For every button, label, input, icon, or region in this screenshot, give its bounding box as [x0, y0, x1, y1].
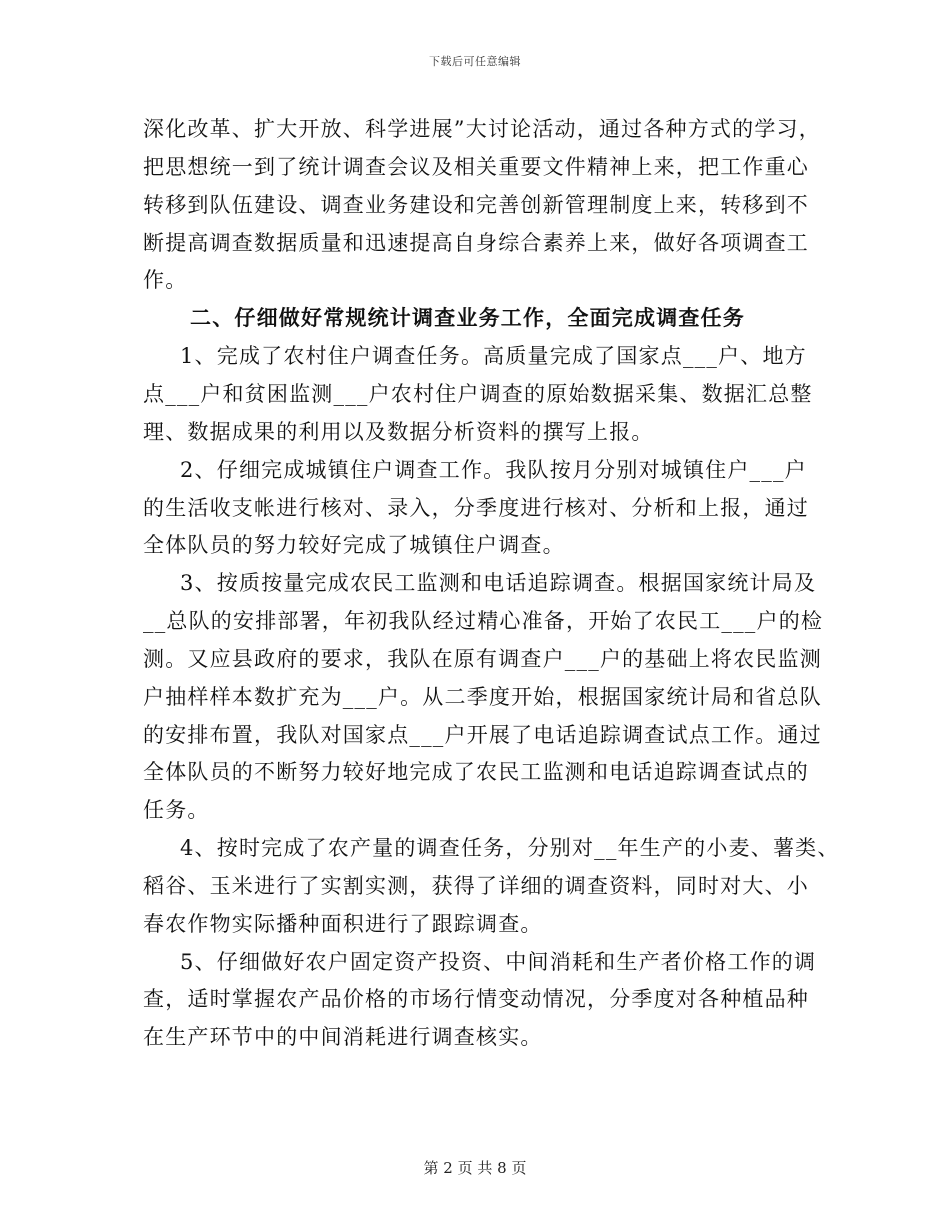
text-line: 理、数据成果的利用以及数据分析资料的撰写上报。 — [143, 420, 654, 444]
text-line: 全体队员的努力较好完成了城镇住户调查。 — [143, 533, 565, 557]
text-line: 全体队员的不断努力较好地完成了农民工监测和电话追踪调查试点的 — [143, 760, 809, 784]
text-line: 5、仔细做好农户固定资产投资、中间消耗和生产者价格工作的调 — [180, 950, 817, 974]
text-line: __总队的安排部署，年初我队经过精心准备，开始了农民工___户的检 — [143, 609, 824, 633]
text-line: 3、按质按量完成农民工监测和电话追踪调查。根据国家统计局及 — [180, 571, 817, 595]
text-line: 在生产环节中的中间消耗进行调查核实。 — [143, 1025, 543, 1049]
text-line: 稻谷、玉米进行了实割实测，获得了详细的调查资料，同时对大、小 — [143, 874, 809, 898]
page-footer: 第 2 页 共 8 页 — [423, 1159, 527, 1177]
text-line: 的生活收支帐进行核对、录入，分季度进行核对、分析和上报，通过 — [143, 496, 809, 520]
text-line: 1、完成了农村住户调查任务。高质量完成了国家点___户、地方 — [180, 344, 807, 368]
text-line: 点___户和贫困监测___户农村住户调查的原始数据采集、数据汇总整 — [143, 382, 813, 406]
text-line: 把思想统一到了统计调查会议及相关重要文件精神上来，把工作重心 — [143, 155, 809, 179]
text-line: 查，适时掌握农产品价格的市场行情变动情况，分季度对各种植品种 — [143, 987, 809, 1011]
page-header: 下载后可任意编辑 — [429, 55, 521, 68]
section-heading: 二、仔细做好常规统计调查业务工作，全面完成调查任务 — [190, 305, 745, 330]
text-line: 2、仔细完成城镇住户调查工作。我队按月分别对城镇住户___户 — [180, 458, 807, 482]
text-line: 户抽样样本数扩充为___户。从二季度开始，根据国家统计局和省总队 — [143, 685, 822, 709]
text-line: 的安排布置，我队对国家点___户开展了电话追踪调查试点工作。通过 — [143, 723, 822, 747]
text-line: 任务。 — [143, 798, 210, 822]
text-line: 转移到队伍建设、调查业务建设和完善创新管理制度上来，转移到不 — [143, 193, 809, 217]
text-line: 春农作物实际播种面积进行了跟踪调查。 — [143, 912, 543, 936]
text-line: 深化改革、扩大开放、科学进展”大讨论活动，通过各种方式的学习， — [143, 117, 821, 141]
text-line: 作。 — [143, 268, 188, 292]
text-line: 4、按时完成了农产量的调查任务，分别对__年生产的小麦、薯类、 — [180, 836, 840, 860]
text-line: 断提高调查数据质量和迅速提高自身综合素养上来，做好各项调查工 — [143, 231, 809, 255]
text-line: 测。又应县政府的要求，我队在原有调查户___户的基础上将农民监测 — [143, 647, 822, 671]
